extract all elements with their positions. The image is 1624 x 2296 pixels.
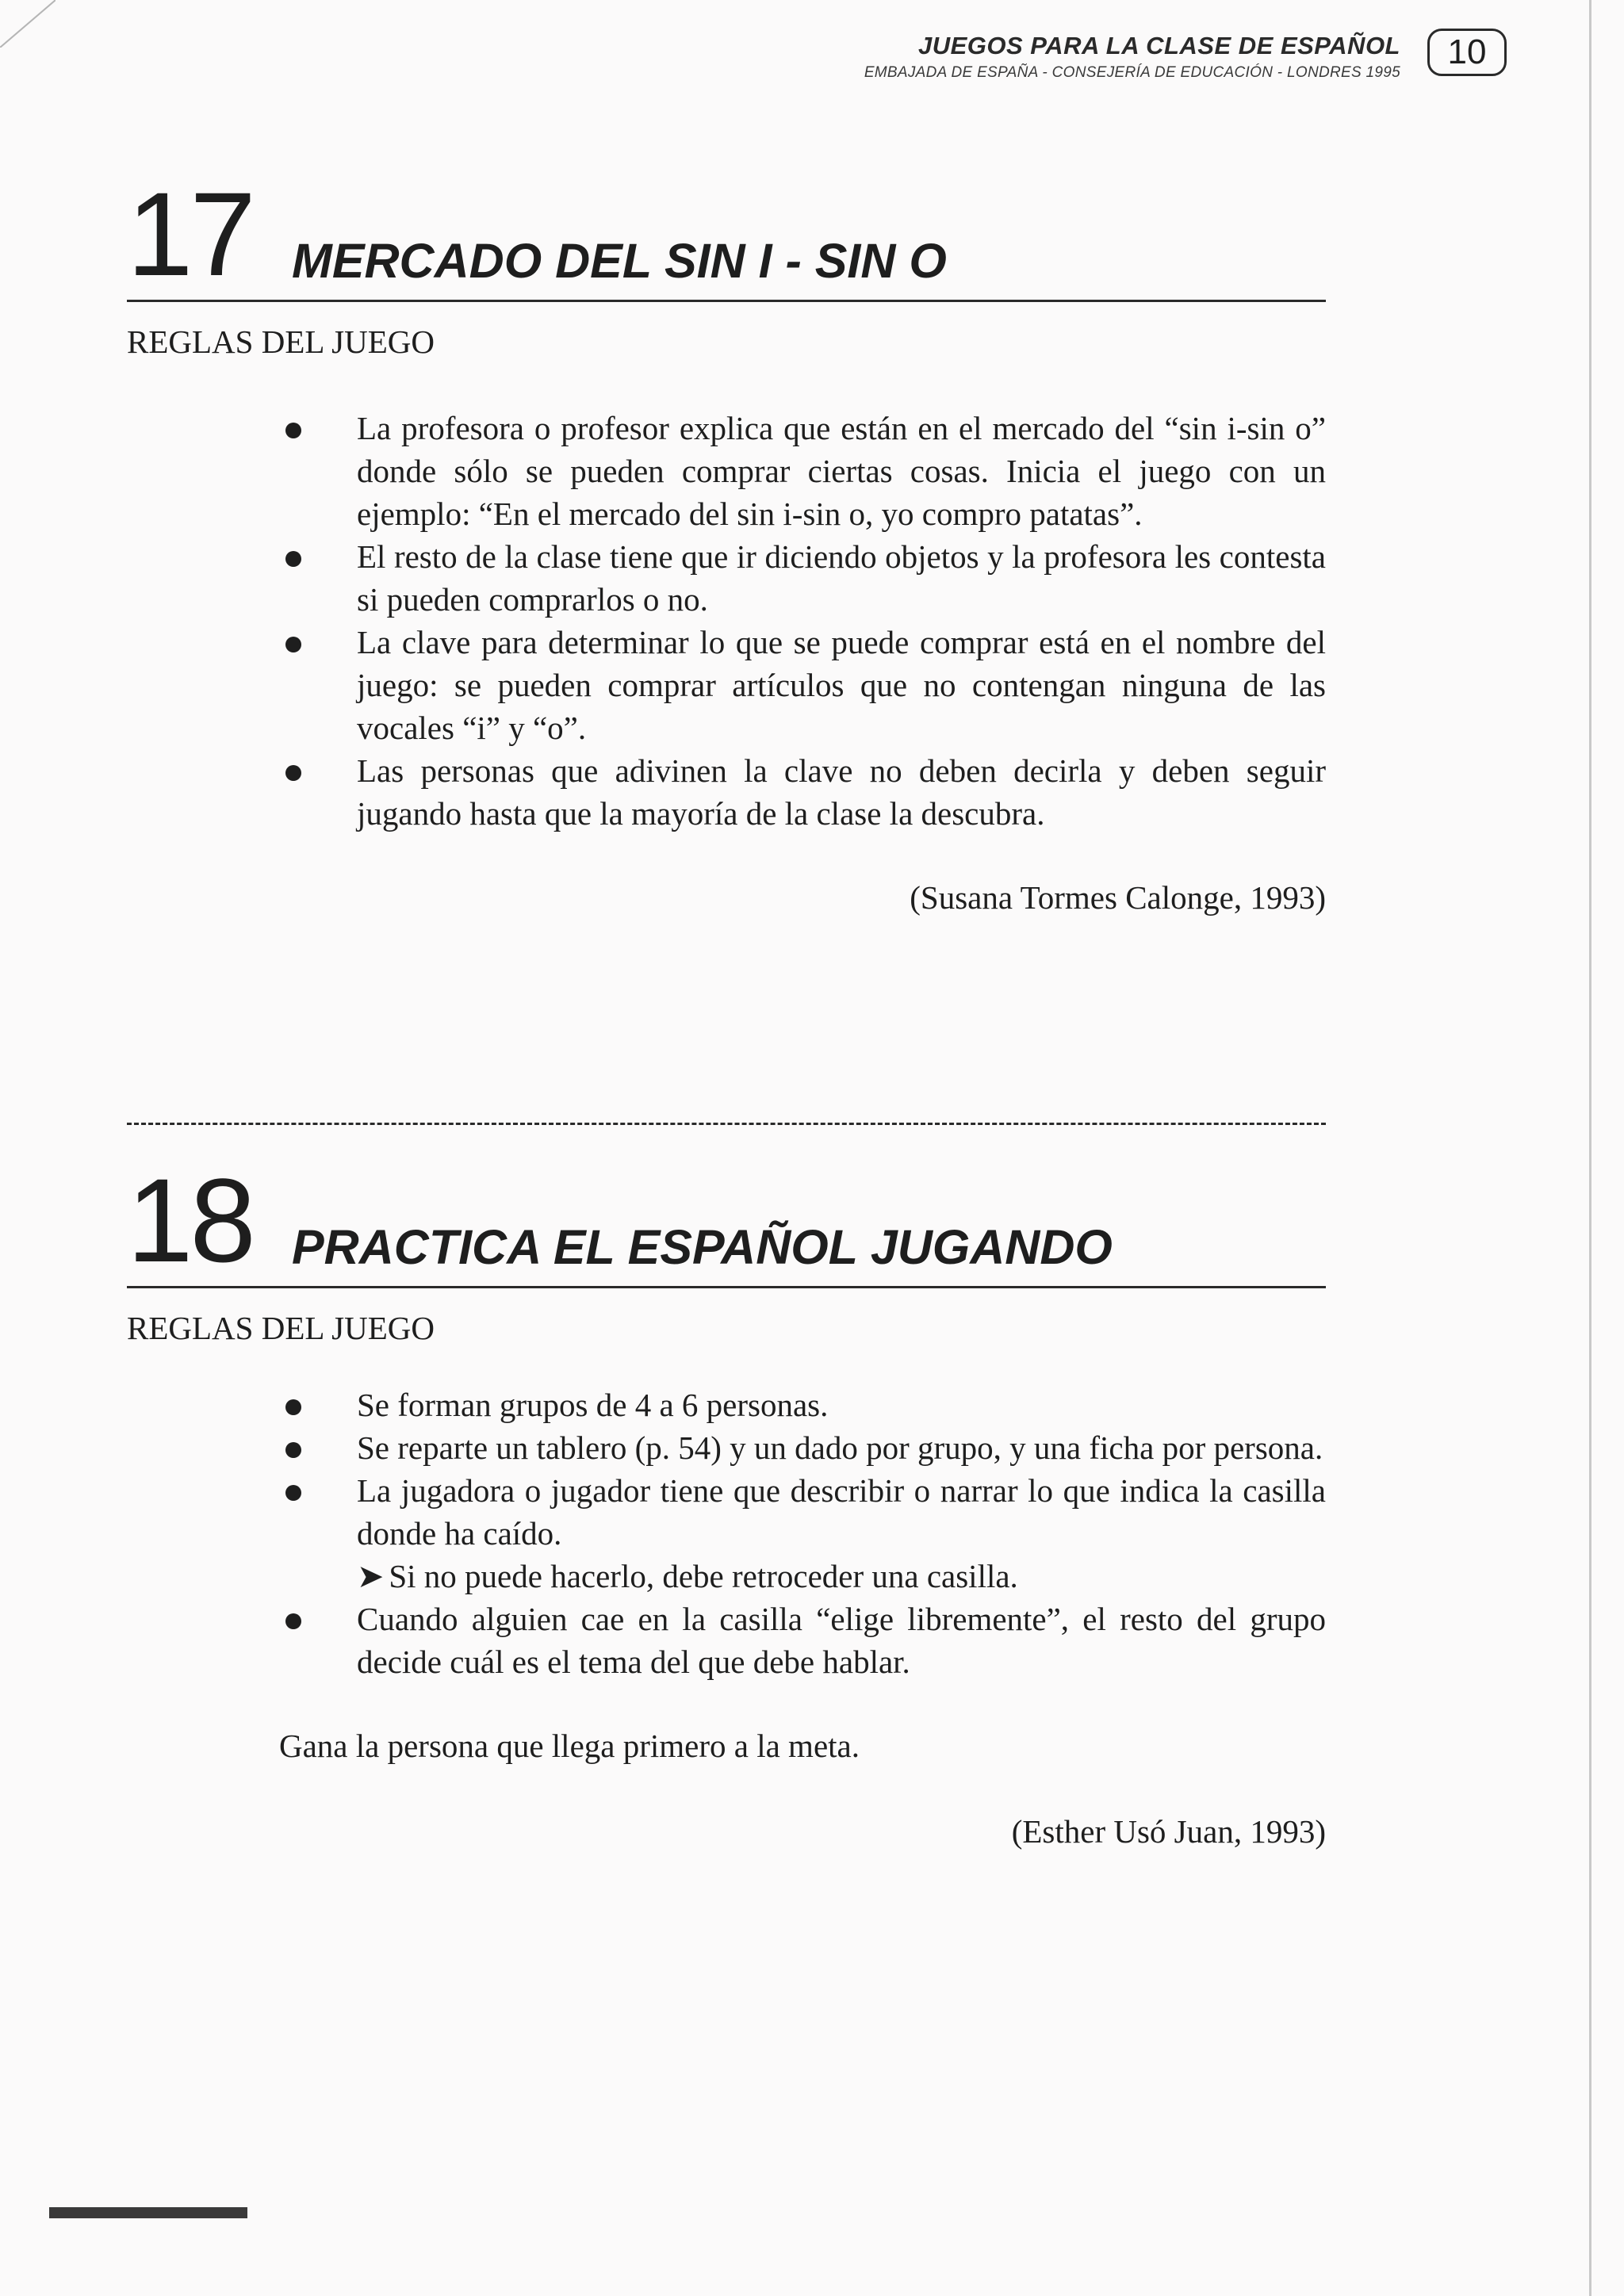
rule-text: El resto de la clase tiene que ir diciendo objetos y la profesora les contesta si pueden comprarlos o no. — [357, 538, 1326, 618]
rule-text: Se reparte un tablero (p. 54) y un dado por grupo, y una ficha por persona. — [357, 1429, 1323, 1466]
sub-item-text: Si no puede hacerlo, debe retroceder una casilla. — [389, 1558, 1018, 1594]
bullet-icon — [285, 1485, 301, 1501]
section-title: MERCADO DEL SIN I - SIN O — [292, 234, 947, 288]
bullet-icon — [285, 1399, 301, 1415]
list-item — [127, 407, 1326, 535]
list-item — [127, 621, 1326, 749]
arrowhead-icon: ➤ — [357, 1558, 385, 1594]
list-item — [127, 1383, 1326, 1426]
section-heading — [127, 167, 1326, 302]
section-divider — [127, 1123, 1326, 1125]
list-item — [127, 535, 1326, 621]
footer-bar — [49, 2207, 247, 2218]
section-number: 17 — [127, 167, 253, 300]
list-item — [127, 1469, 1326, 1555]
section-heading — [127, 1154, 1326, 1288]
page-number: 10 — [1427, 29, 1507, 76]
section-title: PRACTICA EL ESPAÑOL JUGANDO — [292, 1220, 1113, 1274]
rules-list — [127, 407, 1326, 835]
bullet-icon — [285, 423, 301, 438]
rule-text: La profesora o profesor explica que están en el mercado del “sin i-sin o” donde sólo se pueden comprar ciertas cosas. Inicia el juego con un ejemplo: “En el mercado del sin i-sin o, yo compro patatas”. — [357, 410, 1326, 532]
author-credit: (Susana Tormes Calonge, 1993) — [910, 879, 1326, 916]
page-edge-line — [1589, 0, 1591, 2296]
list-item — [127, 749, 1326, 835]
bullet-icon — [285, 765, 301, 781]
rule-text: Cuando alguien cae en la casilla “elige libremente”, el resto del grupo decide cuál es el tema del que debe hablar. — [357, 1601, 1326, 1680]
bullet-icon — [285, 1442, 301, 1458]
rules-list-continued — [127, 1598, 1326, 1683]
rules-list — [127, 1383, 1326, 1555]
sub-item — [127, 1555, 1326, 1598]
rules-label: REGLAS DEL JUEGO — [127, 323, 435, 360]
bullet-icon — [285, 637, 301, 652]
rule-text: Se forman grupos de 4 a 6 personas. — [357, 1387, 829, 1423]
rule-text: La clave para determinar lo que se puede comprar está en el nombre del juego: se pueden comprar artículos que no contengan ninguna de las vocales “i” y “o”. — [357, 624, 1326, 746]
list-item — [127, 1598, 1326, 1683]
header-title: JUEGOS PARA LA CLASE DE ESPAÑOL — [917, 32, 1400, 59]
rules-label: REGLAS DEL JUEGO — [127, 1310, 435, 1346]
author-credit: (Esther Usó Juan, 1993) — [1011, 1813, 1326, 1850]
bullet-icon — [285, 551, 301, 567]
header-subtitle: EMBAJADA DE ESPAÑA - CONSEJERÍA DE EDUCACIÓN - LONDRES 1995 — [864, 64, 1400, 81]
rule-text: La jugadora o jugador tiene que describir o narrar lo que indica la casilla donde ha caído. — [357, 1472, 1326, 1552]
section-17 — [127, 167, 1326, 919]
section-number: 18 — [127, 1154, 253, 1287]
section-18 — [127, 1154, 1326, 1853]
corner-scan-mark — [0, 0, 56, 48]
win-condition: Gana la persona que llega primero a la meta. — [279, 1728, 860, 1764]
bullet-icon — [285, 1613, 301, 1629]
rule-text: Las personas que adivinen la clave no deben decirla y deben seguir jugando hasta que la mayoría de la clase la descubra. — [357, 752, 1326, 832]
list-item — [127, 1426, 1326, 1469]
running-header — [714, 32, 1400, 82]
